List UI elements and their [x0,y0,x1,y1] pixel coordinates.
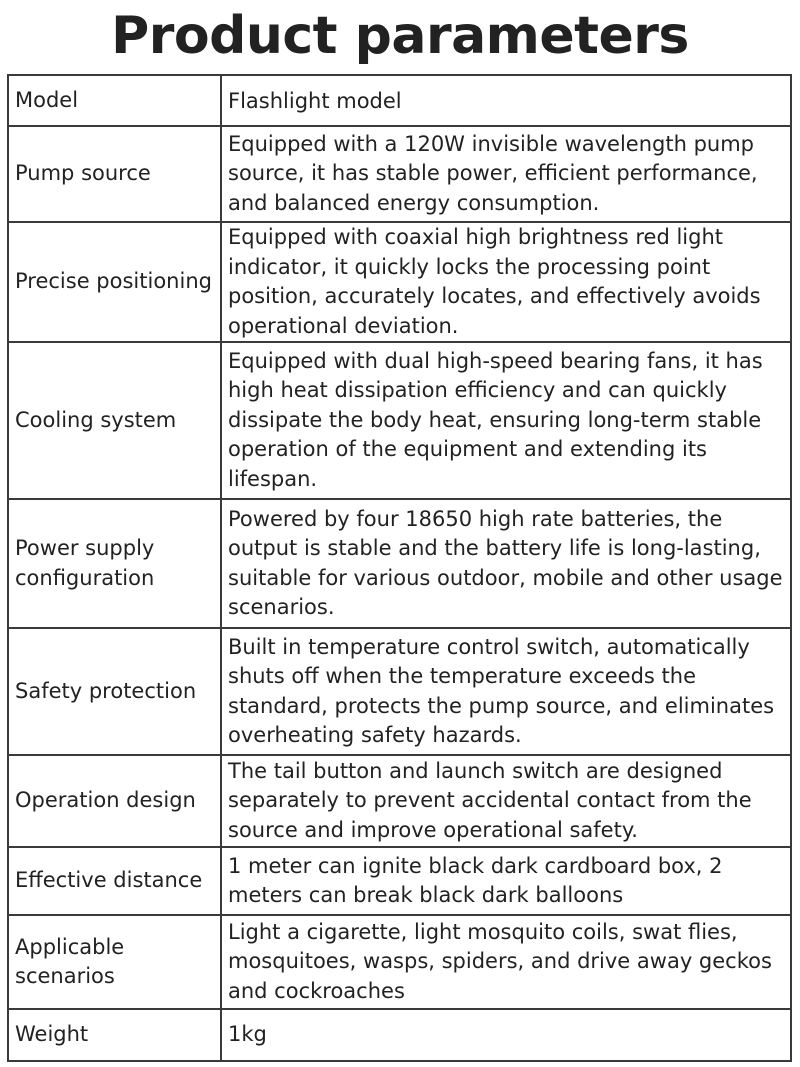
row-label: Safety protection [8,628,221,755]
row-label: Applicable scenarios [8,915,221,1009]
row-value: Equipped with dual high-speed bearing fans, it has high heat dissipation efficiency and can quickly dissipate the body heat, ensuring long-term stable operation of the equipment and extending its lifespan. [221,342,791,499]
table-row [8,628,791,755]
page-title: Product parameters [111,6,689,66]
table-row [8,222,791,342]
row-label: Model [8,75,221,126]
row-value: Light a cigarette, light mosquito coils, swat flies, mosquitoes, wasps, spiders, and drive away geckos and cockroaches [221,915,791,1009]
row-label: Power supply configuration [8,499,221,628]
row-value: 1kg [221,1009,791,1061]
table-row [8,847,791,915]
row-value: 1 meter can ignite black dark cardboard box, 2 meters can break black dark balloons [221,847,791,915]
table-row [8,1009,791,1061]
row-label: Pump source [8,126,221,222]
row-value: Flashlight model [221,75,791,126]
row-value: Equipped with a 120W invisible wavelength pump source, it has stable power, efficient performance, and balanced energy consumption. [221,126,791,222]
table-row [8,755,791,847]
table-row [8,499,791,628]
row-label: Precise positioning [8,222,221,342]
table-row [8,75,791,126]
table-row [8,342,791,499]
row-value: Equipped with coaxial high brightness red light indicator, it quickly locks the processing point position, accurately locates, and effectively avoids operational deviation. [221,222,791,342]
row-label: Weight [8,1009,221,1061]
row-value: Built in temperature control switch, automatically shuts off when the temperature exceeds the standard, protects the pump source, and eliminates overheating safety hazards. [221,628,791,755]
table-row [8,915,791,1009]
row-value: Powered by four 18650 high rate batteries, the output is stable and the battery life is long-lasting, suitable for various outdoor, mobile and other usage scenarios. [221,499,791,628]
row-label: Cooling system [8,342,221,499]
row-label: Effective distance [8,847,221,915]
row-label: Operation design [8,755,221,847]
table-row [8,126,791,222]
row-value: The tail button and launch switch are designed separately to prevent accidental contact from the source and improve operational safety. [221,755,791,847]
parameters-table [7,74,792,1062]
